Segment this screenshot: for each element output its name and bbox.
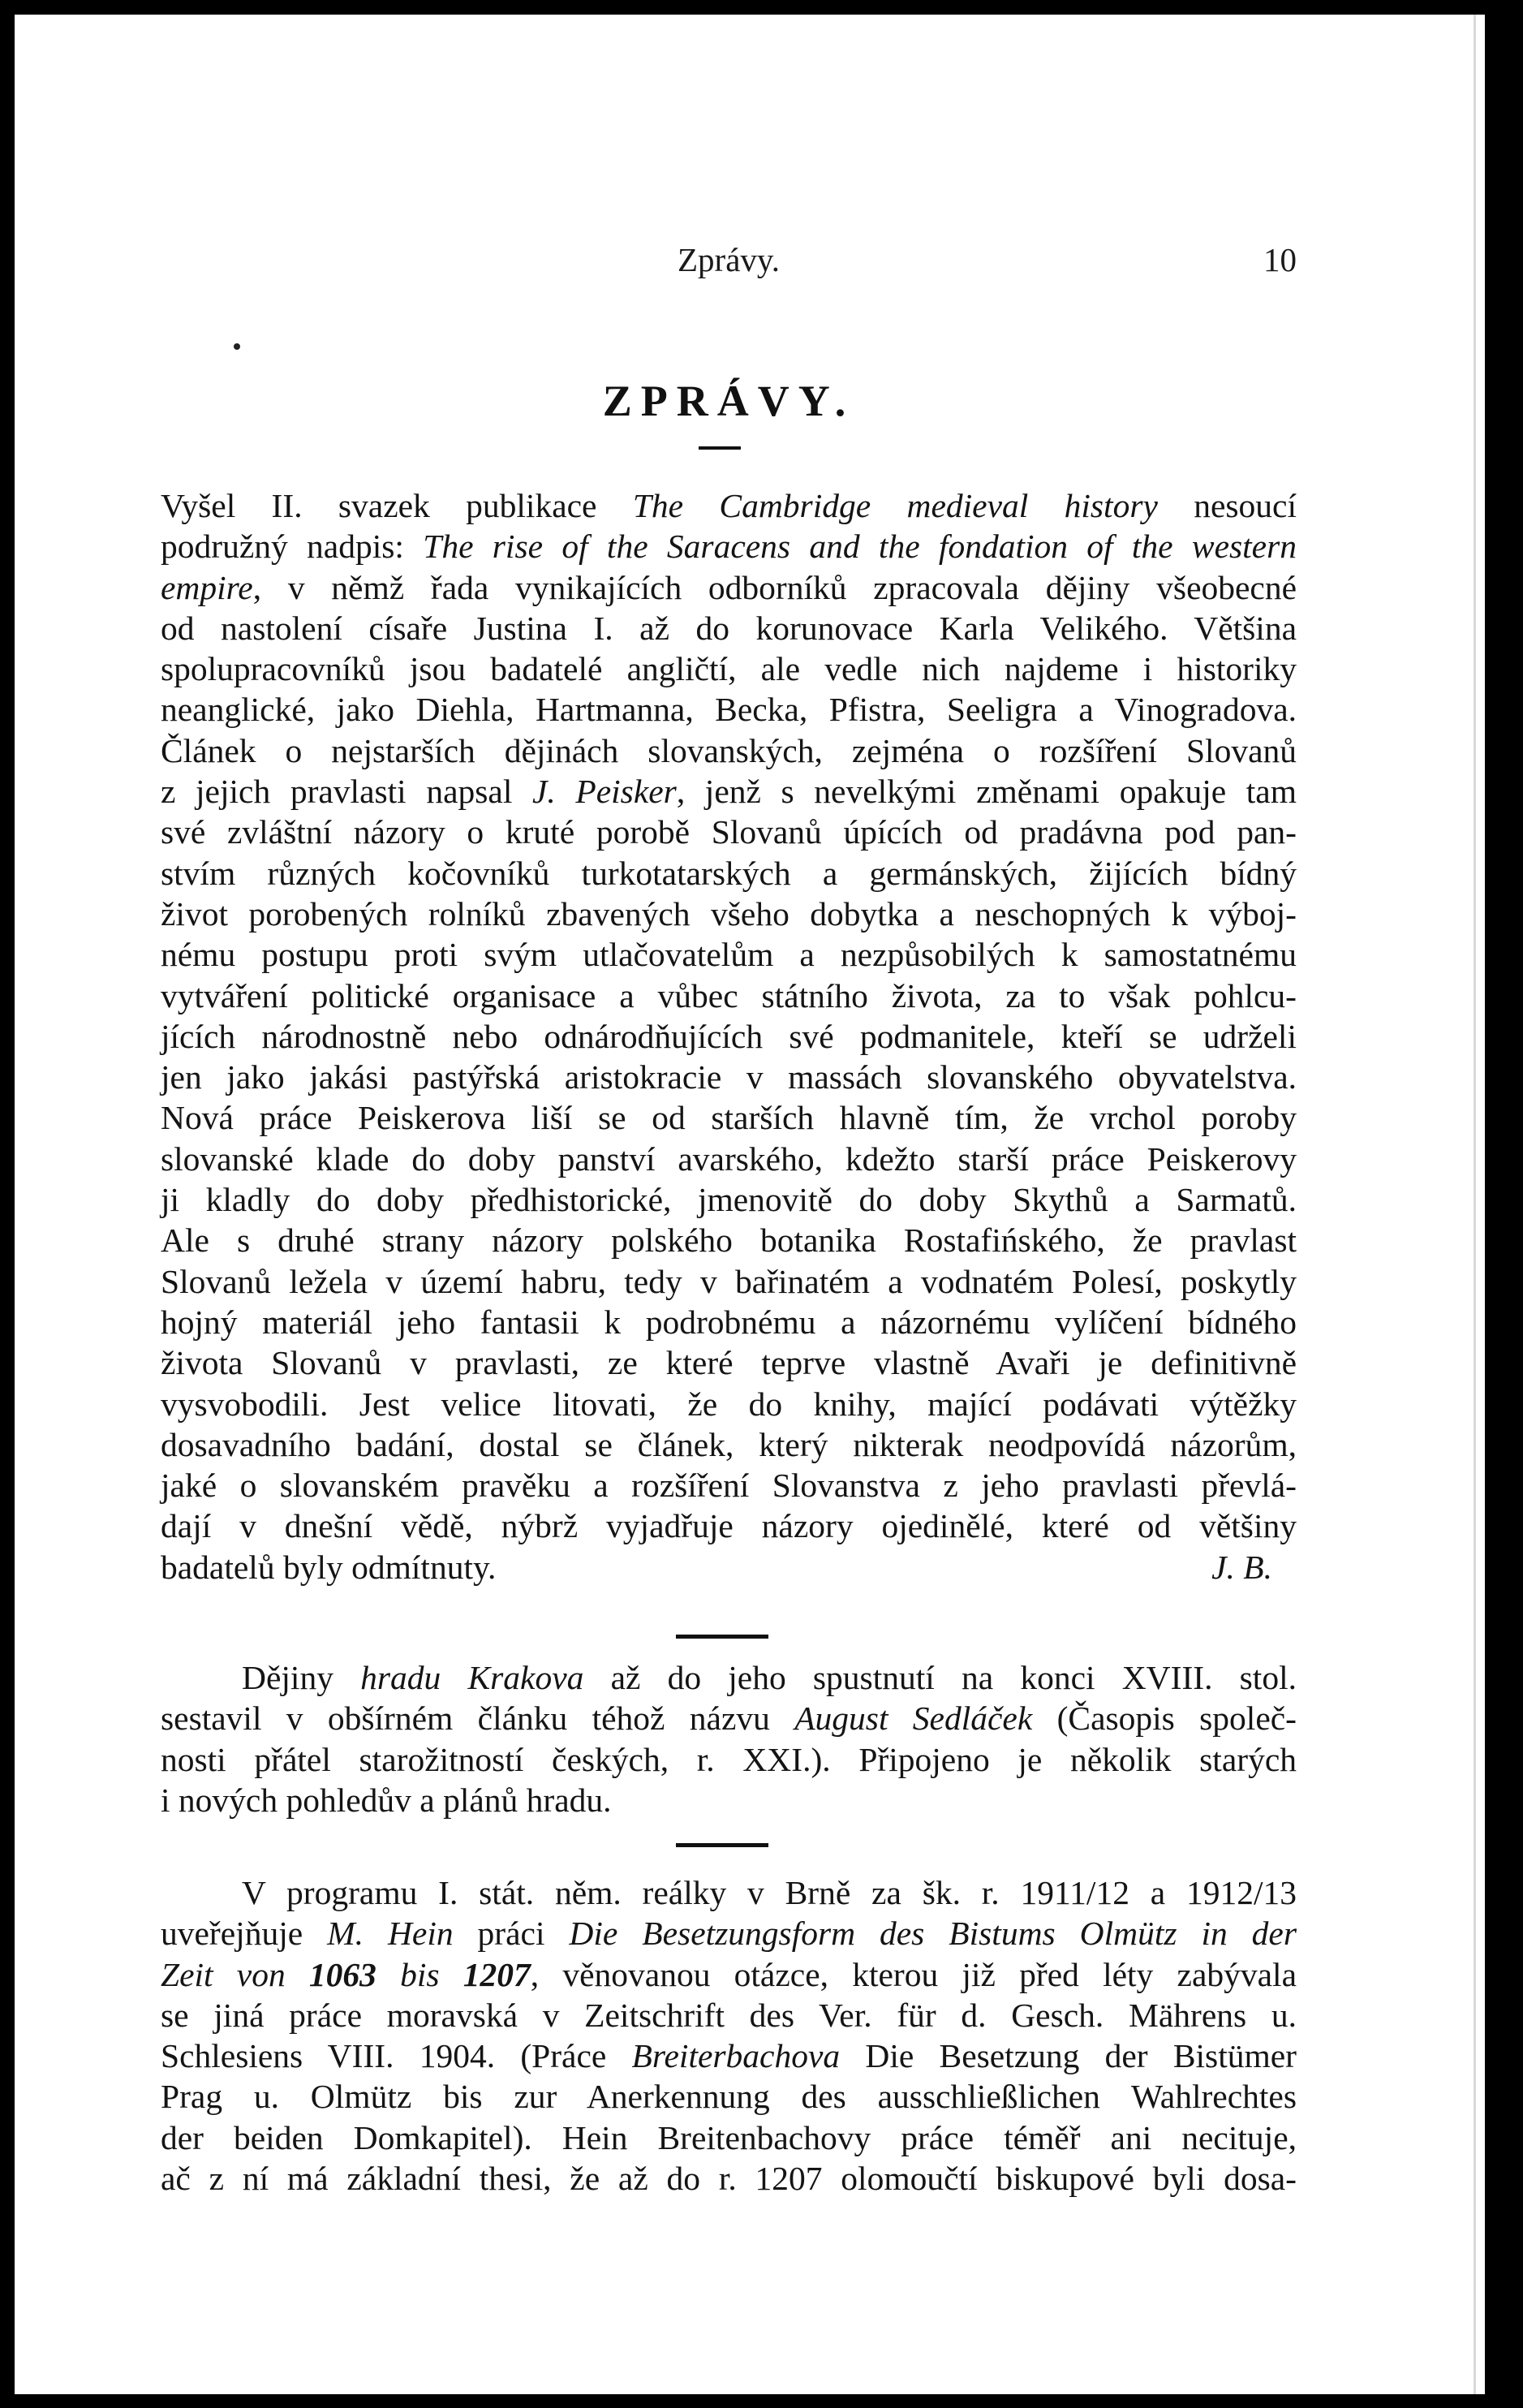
body-text: práci (453, 1915, 570, 1953)
body-text: Dějiny (242, 1659, 361, 1696)
running-title: Zprávy. (678, 241, 780, 278)
text-line (161, 1995, 1297, 2035)
emphasis-text: empire (161, 568, 253, 606)
title-rule (699, 446, 741, 450)
emphasis-text: August Sedláček (794, 1699, 1033, 1738)
body-text: ač z ní má základní thesi, že až do r. 1207 olomoučtí biskupové byli dosa- (161, 2160, 1297, 2198)
body-text: nosti přátel starožitností českých, r. XXI.). Připojeno je několik starých (161, 1740, 1297, 1778)
body-text: badatelů byly odmítnuty. (161, 1548, 497, 1586)
body-text: nesoucí (1157, 487, 1297, 524)
text-line (161, 1465, 1297, 1506)
emphasis-text: Die Besetzungsform des Bistums Olmütz in der (569, 1915, 1297, 1953)
text-line (161, 1657, 1297, 1698)
text-line (161, 485, 1297, 526)
body-text: Článek o nejstarších dějinách slovanských, zejména o rozšíření Slovanů (161, 731, 1297, 769)
body-text: vytváření politické organisace a vůbec státního života, za to však pohlcu- (161, 976, 1297, 1014)
body-text: slovanské klade do doby panství avarského, kdežto starší práce Peiskerovy (161, 1139, 1297, 1178)
body-text: spolupracovníků jsou badatelé angličtí, ale vedle nich najdeme i historiky (161, 650, 1297, 688)
text-line (161, 1302, 1297, 1342)
text-line (161, 1506, 1297, 1546)
body-text: z jejich pravlasti napsal (161, 773, 532, 811)
article-cambridge-history (161, 485, 1297, 1587)
emphasis-text: bis (376, 1955, 463, 1993)
body-text: jaké o slovanském pravěku a rozšíření Slovanstva z jeho pravlasti převlá- (161, 1467, 1297, 1505)
text-line (161, 1097, 1297, 1138)
emphasis-text: The Cambridge medieval history (632, 487, 1158, 524)
body-text: (Časopis společ- (1032, 1699, 1297, 1738)
article-olomouc-bishopric (161, 1872, 1297, 2199)
body-text: nému postupu proti svým utlačovatelům a nezpůsobilých k samostatnému (161, 936, 1297, 974)
section-title: ZPRÁVY. (602, 377, 855, 425)
body-text: i nových pohledův a plánů hradu. (161, 1781, 612, 1819)
body-text: podružný nadpis: (161, 528, 424, 566)
body-text: život porobených rolníků zbavených všeho dobytka a neschopných k výboj- (161, 894, 1297, 933)
text-line (161, 771, 1297, 812)
text-line (161, 976, 1297, 1016)
emphasis-text: Breiterbachova (631, 2037, 841, 2075)
emphasis-text: 1207 (462, 1955, 531, 1993)
text-line (161, 526, 1297, 566)
text-line (161, 730, 1297, 771)
body-text: , v němž řada vynikajících odborníků zpracovala dějiny všeobecné (252, 568, 1297, 606)
text-line (161, 1913, 1297, 1954)
text-line (161, 1261, 1297, 1302)
body-text: vysvobodili. Jest velice litovati, že do knihy, mající podávati výtěžky (161, 1385, 1297, 1423)
text-line (161, 2158, 1297, 2199)
text-line (161, 1179, 1297, 1220)
body-text: se jiná práce moravská v Zeitschrift des Ver. für d. Gesch. Mährens u. (161, 1996, 1297, 2034)
text-line (161, 1954, 1297, 1995)
body-text: V programu I. stát. něm. reálky v Brně za šk. r. 1911/12 a 1912/13 (242, 1874, 1297, 1911)
page (15, 15, 1485, 2394)
text-line (161, 689, 1297, 730)
emphasis-text: The rise of the Saracens and the fondation of the western (423, 528, 1297, 566)
text-line (161, 853, 1297, 894)
body-text: jících národnostně nebo odnárodňujících své podmanitele, kteří se udrželi (161, 1017, 1297, 1055)
text-line (161, 1547, 1297, 1587)
body-text: Ale s druhé strany názory polského botanika Rostafińského, že pravlast (161, 1221, 1297, 1260)
body-text: Vyšel II. svazek publikace (161, 487, 633, 524)
text-line (161, 608, 1297, 648)
text-line (161, 2117, 1297, 2158)
body-text: uveřejňuje (161, 1915, 328, 1953)
article-hrad-krakov (161, 1657, 1297, 1820)
text-line (161, 812, 1297, 852)
emphasis-text: J. Peisker (531, 773, 677, 811)
emphasis-text: 1063 (308, 1955, 376, 1993)
body-text: hojný materiál jeho fantasii k podrobnému a názornému vylíčení bídného (161, 1303, 1297, 1341)
author-signature: J. B. (1211, 1548, 1272, 1586)
section-divider (676, 1843, 768, 1847)
body-text: Nová práce Peiskerova liší se od starších hlavně tím, že vrchol poroby (161, 1099, 1297, 1137)
body-text: dosavadního badání, dostal se článek, který nikterak neodpovídá názorům, (161, 1425, 1297, 1463)
body-text: stvím různých kočovníků turkotatarských a germánských, žijících bídný (161, 854, 1297, 892)
body-text: jen jako jakási pastýřská aristokracie v massách slovanského obyvatelstva. (161, 1058, 1297, 1096)
text-line (161, 1739, 1297, 1780)
section-divider (676, 1635, 768, 1639)
text-line (161, 1424, 1297, 1465)
text-line (161, 1139, 1297, 1179)
body-text: Schlesiens VIII. 1904. (Práce (161, 2037, 632, 2075)
body-text: až do jeho spustnutí na konci XVIII. stol. (583, 1659, 1297, 1696)
text-line (161, 2035, 1297, 2076)
emphasis-text: Zeit von (161, 1955, 309, 1993)
text-line (161, 648, 1297, 689)
text-line (161, 1872, 1297, 1913)
body-text: života Slovanů v pravlasti, ze které teprve vlastně Avaři je definitivně (161, 1344, 1297, 1382)
body-text: dají v dnešní vědě, nýbrž vyjadřuje názory ojedinělé, které od většiny (161, 1507, 1297, 1545)
body-text: Die Besetzung der Bistümer (840, 2037, 1297, 2075)
text-line (161, 1016, 1297, 1057)
body-text: ji kladly do doby předhistorické, jmenovitě do doby Skythů a Sarmatů. (161, 1181, 1297, 1219)
body-text: Prag u. Olmütz bis zur Anerkennung des ausschließlichen Wahlrechtes (161, 2078, 1297, 2116)
emphasis-text: hradu Krakova (360, 1659, 584, 1696)
text-line (161, 1220, 1297, 1260)
text-line (161, 2076, 1297, 2117)
ink-speck (234, 343, 240, 350)
body-text: sestavil v obšírném článku téhož názvu (161, 1699, 795, 1738)
body-text: neanglické, jako Diehla, Hartmanna, Becka, Pfistra, Seeligra a Vinogradova. (161, 691, 1297, 729)
text-line (161, 567, 1297, 608)
text-line (161, 1780, 1297, 1820)
text-line (161, 1384, 1297, 1424)
text-line (161, 894, 1297, 934)
text-line (161, 1342, 1297, 1383)
body-text: der beiden Domkapitel). Hein Breitenbachovy práce téměř ani necituje, (161, 2118, 1297, 2156)
text-line (161, 934, 1297, 975)
body-text: Slovanů ležela v území habru, tedy v bařinatém a vodnatém Polesí, poskytly (161, 1262, 1297, 1300)
body-text: od nastolení císaře Justina I. až do korunovace Karla Velikého. Většina (161, 609, 1297, 647)
body-text: , věnovanou otázce, kterou již před léty zabývala (530, 1955, 1297, 1993)
body-text: , jenž s nevelkými změnami opakuje tam (676, 773, 1297, 811)
text-line (161, 1057, 1297, 1097)
emphasis-text: M. Hein (327, 1915, 454, 1953)
page-number: 10 (1263, 241, 1297, 278)
text-line (161, 1698, 1297, 1738)
scan-edge (1474, 15, 1476, 2394)
body-text: své zvláštní názory o kruté porobě Slovanů úpících od pradávna pod pan- (161, 813, 1297, 851)
